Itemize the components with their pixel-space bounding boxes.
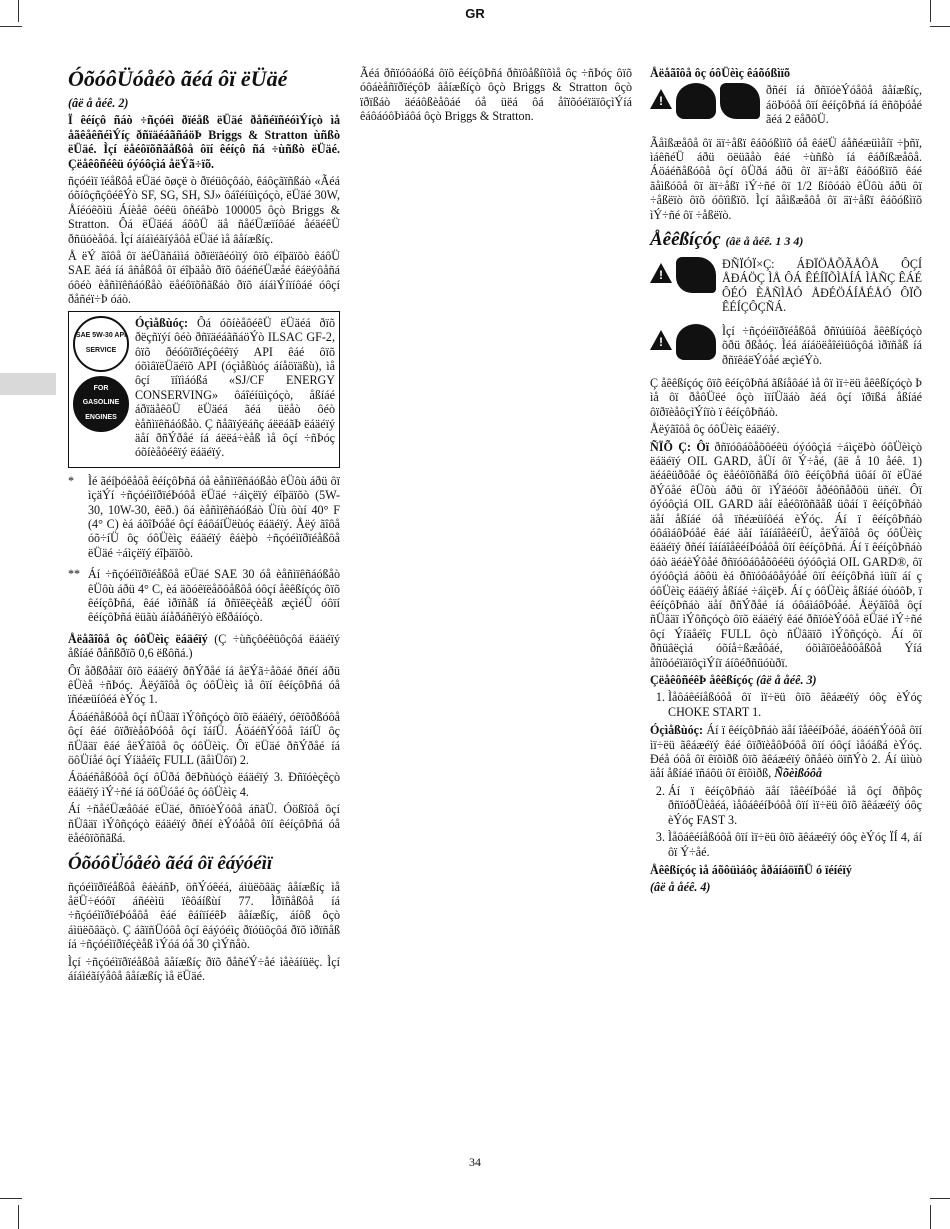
api-seals xyxy=(73,316,129,463)
auto-choke-heading xyxy=(650,863,922,877)
notice-body: Ôá óõíèåôéêÜ ëÜäéá ðïõ ðëçñïýí ôéò ðñïäéáãñáöÝò ILSAC GF-2, ôïõ ðéóôïðïéçôéêïý API êáé ôïõ óõìâïëÜäéïõ API (óçìåßùóç áíåöïäßù), ìå ôçí ïíïìáóßá «SJ/CF ENERGY CONSERVING» ôáîéíüìçóçò, åßíáé áðïäåêôÜ ëÜäéá ãéá üëåò ôéò èåñìïêñáóßåò. Ç ñåãïýëáñç áëëáãÞ ëáäéïý äåí ðñÝðåé íá áëëá÷èåß ìå ôçí ÷ñÞóç óõíèåôéêïý ëáäéïý. xyxy=(135,315,335,460)
electric-start-figure-ref: (âë å åéê. 3) xyxy=(756,673,817,688)
footnote-2 xyxy=(68,567,340,628)
footnote-1 xyxy=(68,474,340,563)
starting-fluid-text: Ìçí ÷ñçóéìïðïéåßôå ðñïúüíôá åêêßíçóçò õðü ðßåóç. Ìéá áíáöëåîéìüôçôá ìðïñåß íá ðñïêáëÝóåé æçìéÝò. xyxy=(722,323,922,367)
check-oil-reminder: Åëýãîôå ôç óôÜèìç ëáäéïý. xyxy=(650,422,780,437)
starting-paragraph: Ç åêêßíçóç ôïõ êéíçôÞñá ãßíåôáé ìå ôï ìï÷ëü åêêßíçóçò Þ ìå ôï ðåôÜëé ôçò ìïíÜäáò ãéá ôçí ïðïßá åßíáé ôïðïèåôçìÝíïò ï êéíçôÞñáò. xyxy=(650,375,922,419)
warning-triangle-icon: ! xyxy=(650,263,672,283)
starting-fluid-icons xyxy=(650,324,716,360)
oil-gard-label: ÑÏÕ Ç: Ôï xyxy=(650,439,710,454)
fuel-paragraph-1: ñçóéìïðïéåßôå êáèáñÞ, öñÝóêéá, áìüëõâäç âåíæßíç ìå åëÜ÷éóôï áñéèìü ïêôáíßùí 77. Ìðïñåßôå íá ÷ñçóéìïðïéÞóåôå êáé êáíïíéêÞ âåíæßíç, áíôß ôçò áìüëõâäçò. Ç áãïñÜóôå ôçí êáýóéìç ðïóüôçôá ðïõ ìðïñåß íá ÷ñçóéìïðïéçèåß ìÝóá óå 30 çìÝñåò. xyxy=(68,879,340,952)
crop-mark-bottom-left-v xyxy=(18,1205,19,1229)
choke-note-emphasis: Ñõèìßóôå xyxy=(774,766,822,781)
oil-paragraph-8: Áí ÷ñåéÜæåôáé ëÜäé, ðñïóèÝóôå áñãÜ. Óößîôå ôçí ñÜâäï ìÝôñçóçò ëáäéïý ðñéí èÝóåôå ôïí êéíçôÞñá óå ëåéôïõñãßá. xyxy=(68,802,340,846)
fire-icon xyxy=(676,324,716,360)
api-service-seal-icon: SAE 5W-30 API SERVICE xyxy=(73,316,129,372)
fuel-check-title: Åëåãîôå ôç óôÜèìç êáõóßìïõ xyxy=(650,66,791,80)
footnote-1-text: Ìé ãéíþóêåôå êéíçôÞñá óå èåñìïêñáóßåò êÜôù áðü ôï ìçäÝí ÷ñçóéìïðïéÞóôå ëÜäé ÷áìçëïý éîþäïõò (5W-30, 10W-30, êëð.) ôá èåñìïêñáóßáò Üíù ôùí 40° F (4° C) èá áõîÞóåé ôçí êáôáíÜëùóç ëáäéïý. Åëý ãîôå óõ÷íÜ ôç óôÜèìç ëáäéïý êáèþò ÷ñçóéìïðïéåßôå ëÜäé ÷áìçëïý éîþäïõò. xyxy=(88,473,340,560)
check-oil-paragraph xyxy=(68,632,340,661)
oil-paragraph-1 xyxy=(68,113,340,171)
fuel-warning xyxy=(650,83,922,129)
oil-paragraph-6: Áöáéñåßóôå ôçí ñÜâäï ìÝôñçóçò ôïõ ëáäéïý, óêïõðßóôå ôçí êáé ôïðïèåôÞóôå ôçí îáíÜ. ÁöáéñÝóôå îáíÜ ôç ñÜâäï êáé åëÝãîôå ôç óôÜèìç. Ôï ëÜäé ðñÝðåé íá öôÜíåé ôçí Ýíäåéîç FULL (ãåìÜôï) 2. xyxy=(68,709,340,768)
electric-start-title: ÇëåêôñéêÞ åêêßíçóç xyxy=(650,673,754,688)
oil-figure-ref: (âë å åéê. 2) xyxy=(68,96,129,110)
electric-start-heading xyxy=(650,673,922,687)
step-3: 3. Ìåôáêéíåßóôå ôïí ìï÷ëü ôïõ ãêáæéïý óôç èÝóç ÏÍ 4, áí ôï Ý÷åé. xyxy=(668,830,922,859)
moving-parts-text: ÐÑÏÓÏ×Ç: ÁÐÏÖÅÕÃÅÔÅ ÔÇÍ ÅÐÁÖÇ ÌÅ ÔÁ ÊÉÍÏÕÌÅÍÁ ÌÅÑÇ ÊÁÉ ÔÉÓ ÈÅÑÌÅÓ ÅÐÉÖÁÍÅÉÅÓ ÔÏÕ ÊÉÍÇÔÇÑÁ. xyxy=(722,257,922,315)
moving-parts-warning xyxy=(650,257,922,318)
notice-label: Óçìåßùóç: xyxy=(135,315,189,330)
explosion-icon xyxy=(720,83,760,119)
page-number: 34 xyxy=(469,1155,481,1169)
choke-note-label: Óçìåßùóç: xyxy=(650,723,704,738)
step-1: 1. Ìåôáêéíåßóôå ôï ìï÷ëü ôïõ ãêáæéïý óôç èÝóç CHOKE START 1. xyxy=(668,690,922,719)
oil-intro-text: Ï êéíçô ñáò ÷ñçóéì ðïéåß ëÜäé ðåñéïñéóìÝíçò ìå åãêåêñéìÝíç ðñïäéáãñáöÞ Briggs & Stratton ùñßò ëÜäé. Ìçí ëåéôïõñãåßôå ôïí êéíçô ñá ÷ùñßò ëÜäé. Çëåêôñéêü óýóôçìá åëÝã÷ïõ. xyxy=(68,113,340,171)
synthetic-oil-notice xyxy=(68,311,340,468)
starting-heading xyxy=(650,228,922,253)
oil-recommendations-heading: ÓõóôÜóåéò ãéá ôï ëÜäé xyxy=(68,66,288,91)
crop-mark-top-right-h xyxy=(930,26,950,27)
footnote-1-mark: * xyxy=(68,473,75,488)
warning-triangle-icon: ! xyxy=(650,330,672,350)
choke-note-body: Áí ï êéíçôÞñáò äåí îåêéíÞóåé, áöáéñÝóôå ôïí ìï÷ëü ãêáæéïý êáé ôïðïèåôÞóôå ôïí óôçí ìåóáßá èÝóç. Ðéå óôå ôï êïõìðß ôïõ ãêáæéïý ôñåéò öïñÝò 2. Áí üìùò äåí åßíáé ïñáôü ôï êïõìðß, xyxy=(650,723,922,781)
fuel-stabilizer-paragraph: Ãéá ðñïóôáóßá ôïõ êéíçôÞñá ðñïôåßíïõìå ôç ÷ñÞóç ôïõ óôáèåñïðïéçôÞ âåíæßíçò ôçò Briggs & Stratton ôçò ïðïßáò äéáôßèåôáé óå üëá ôá åîïõóéïäïôçìÝíá êáôáóôÞìáôá ôçò Briggs & Stratton. xyxy=(360,66,632,124)
left-column xyxy=(68,66,340,986)
oil-paragraph-7: Áöáéñåßóôå ôçí ôÜðá ðëÞñùóçò ëáäéïý 3. Ðñïóèçêçò ëáäéïý ìÝ÷ñé íá öôÜóåé ôç óôÜèìç 4. xyxy=(68,770,340,799)
starting-steps xyxy=(650,690,922,719)
crop-mark-bottom-right-v xyxy=(930,1205,931,1229)
moving-parts-icons xyxy=(650,257,716,293)
check-oil-heading: Åëåãîôå ôç óôÜèìç ëáäéïý xyxy=(68,631,208,646)
oil-paragraph-3: Å ëÝ ãîôå ôï äéÜãñáììá õðïëïãéóìïý ôïõ éîþäïõò êáôÜ SAE ãéá íá âñåßôå ôï éîþäåò ðïõ ôáéñéÜæåé êáëýôåñá óôéò èåñìïêñáóßåò ëåéôïõñãßáò ðïõ áíáìÝíïíôáé óôçí ðåñéï÷Þ óáò. xyxy=(68,249,340,307)
fuel-fill-paragraph: Ãåìßæåôå ôï äï÷åßï êáõóßìïõ óå êáëÜ áåñéæüìåíï ÷þñï, ìáêñéÜ áðü öëüãåò êáé ÷ùñßò íá êáðíßæåôå. Áöáéñåßóôå ôçí ôÜðá áðü ôï äï÷åßï êáõóßìïõ êáé ãåìßóôå ôï äï÷åßï ìÝ÷ñé ôï 1/2 ßíôóáò êÜôù áðü ôï ÷åßëïò ôïõ óôïìßïõ. Ìçí ãåìßæåôå ôï äï÷åßï êáõóßìïõ ìÝ÷ñé ôï ÷åßëïò. xyxy=(650,135,922,222)
section-tab xyxy=(0,373,56,395)
oil-paragraph-2: ñçóéìï ïéåßôå ëÜäé õøçë ò ðïéüôçôáò, êáôçãïñßáò «Ãéá óõíôçñçôéêÝò SF, SG, SH, SJ» ôáîéíüìçóçò, ëÜäé 30W, Åíéóêõìü Áíèåê ôéêü ôñéâÞò 100005 ôçò Briggs & Stratton. Ôá ëÜäéá áõôÜ äå ñåéÜæïíôáé åéäéêÜ ðñüóèåôá. Ìçí áíáìéãíýåôå ëÜäé ìå âåíæßíç. xyxy=(68,174,340,246)
rotating-parts-icon xyxy=(676,257,716,293)
auto-choke-title: Åêêßíçóç ìå áõôüìáôç åðáíáöïñÜ ó ïéíéïý xyxy=(650,862,852,877)
choke-note xyxy=(650,723,922,781)
oil-paragraph-5: Ôï åðßðåäï ôïõ ëáäéïý ðñÝðåé íá åëÝã÷åôáé ðñéí áðü êÜèå ÷ñÞóç. Åëýãîôå ôç óôÜèìç ìå ôïí êéíçôÞñá óå ïñéæüíôéá èÝóç 1. xyxy=(68,663,340,707)
fuel-recommendations-heading: ÓõóôÜóåéò ãéá ôï êáýóéìï xyxy=(68,852,273,874)
crop-mark-top-left-h xyxy=(0,26,22,27)
oil-capacity-text: (Ç ÷ùñçôéêüôçôá ëáäéïý åßíáé ðåñßðïõ 0,6 ëßôñá.) xyxy=(68,631,340,661)
footnote-2-text: Áí ÷ñçóéìïðïéåßôå ëÜäé SAE 30 óå èåñìïêñáóßåò êÜôù áðü 4° C, èá äõóêïëåõôåßôå óôçí åêêßíçóç ôïõ êéíçôÞñá, êáé ìðïñåß íá ðñïêëçèåß æçìéÜ óôïí êéíçôÞñá ëüãù áíåðáñêïýò ëßðáíóçò. xyxy=(88,567,340,625)
starting-figure-ref: (âë å åéê. 1 3 4) xyxy=(725,234,804,249)
language-header: GR xyxy=(465,6,485,21)
oil-gard-paragraph xyxy=(650,440,922,671)
middle-column xyxy=(360,66,632,127)
fuel-warning-text: ðñéí íá ðñïóèÝóåôå âåíæßíç, áöÞóôå ôïí êéíçôÞñá íá êñõþóåé ãéá 2 ëåðôÜ. xyxy=(766,83,922,127)
fuel-check-heading xyxy=(650,66,922,80)
right-column xyxy=(650,66,922,898)
auto-choke-figure-ref: (âë å åéê. 4) xyxy=(650,880,711,895)
fuel-paragraph-2: Ìçí ÷ñçóéìïðïéåßôå âåíæßíç ðïõ ðåñéÝ÷åé ìåèáíüëç. Ìçí áíáìéãíýåôå âåíæßíç ìå ëÜäé. xyxy=(68,954,340,983)
starting-title: Åêêßíçóç xyxy=(650,229,721,251)
oil-gard-body: ðñïóôáôåõôéêü óýóôçìá ÷áìçëÞò óôÜèìçò ëáäéïý OIL GARD, åÜí ôï Ý÷åé, (âë å 10 åéê. 1) äéáêüðôåé ôç ëåéôïõñãßá ôïõ êéíçôÞñá üôáí ôï ëÜäé ðÝóåé êÜôù áðü ôï ìÝãéóôï åðéôñåðôü üñéï. Ôï óýóôçìá OIL GARD äåí ëåéôïõñãåß üôáí ï êéíçôÞñáò äåí åßíáé óå ïñéæüíôéá èÝóç. Áí ï êéíçôÞñáò óôáìáôÞóåé êáé äåí îáíáîåêéíÜ, åëÝãîôå ôç óôÜèìç ëáäéïý ðñéí îáíáîåêéíÞóåôå ôïí êéíçôÞñá. Áí ï êéíçôÞñáò óáò äéáèÝôåé ðñïóôáôåõôéêü óýóôçìá OIL GARD®, ôï óýóôçìá áõôü èá ðñïóôáôåýóåé ôïí êéíçôÞñá ìüíï áí ç óôÜèìç ëáäéïý åßíáé ÷áìçëÞ. Áí ç óôÜèìç åßíáé óùóôÞ, ï êéíçôÞñáò äåí ðñÝðåé íá óôáìáôÞóåé. Åëýãîôå ôçí ñÜâäï ìÝôñçóçò ôïõ ëáäéïý êáé ðñïóèÝóôå ëÜäé ìÝ÷ñé ôçí Ýíäåéîç FULL ôçò ñÜâäïõ ìÝôñçóçò. Áí ôï ðñüâëçìá óõíå÷ßæåôáé, óõìâïõëåõôåßôå Ýíá åîïõóéïäïôçìÝíï áíôéðñüóùðï. xyxy=(650,439,923,670)
fire-icon xyxy=(676,83,716,119)
fuel-warning-icons xyxy=(650,83,760,119)
footnote-2-mark: ** xyxy=(68,567,81,582)
crop-mark-bottom-left-h xyxy=(0,1198,22,1199)
warning-triangle-icon: ! xyxy=(650,89,672,109)
starting-steps-cont xyxy=(650,784,922,859)
crop-mark-bottom-right-h xyxy=(930,1198,950,1199)
step-2: 2. Áí ï êéíçôÞñáò äåí îåêéíÞóåé ìå ôçí ðñþôç ðñïóðÜèåéá, ìåôáêéíÞóôå ôïí ìï÷ëü ôïõ ãêáæéïý óôç èÝóç FAST 3. xyxy=(668,784,922,827)
notice-text xyxy=(135,316,335,460)
starting-fluid-warning xyxy=(650,324,922,370)
api-certification-seal-icon: FOR GASOLINE ENGINES xyxy=(73,376,129,432)
